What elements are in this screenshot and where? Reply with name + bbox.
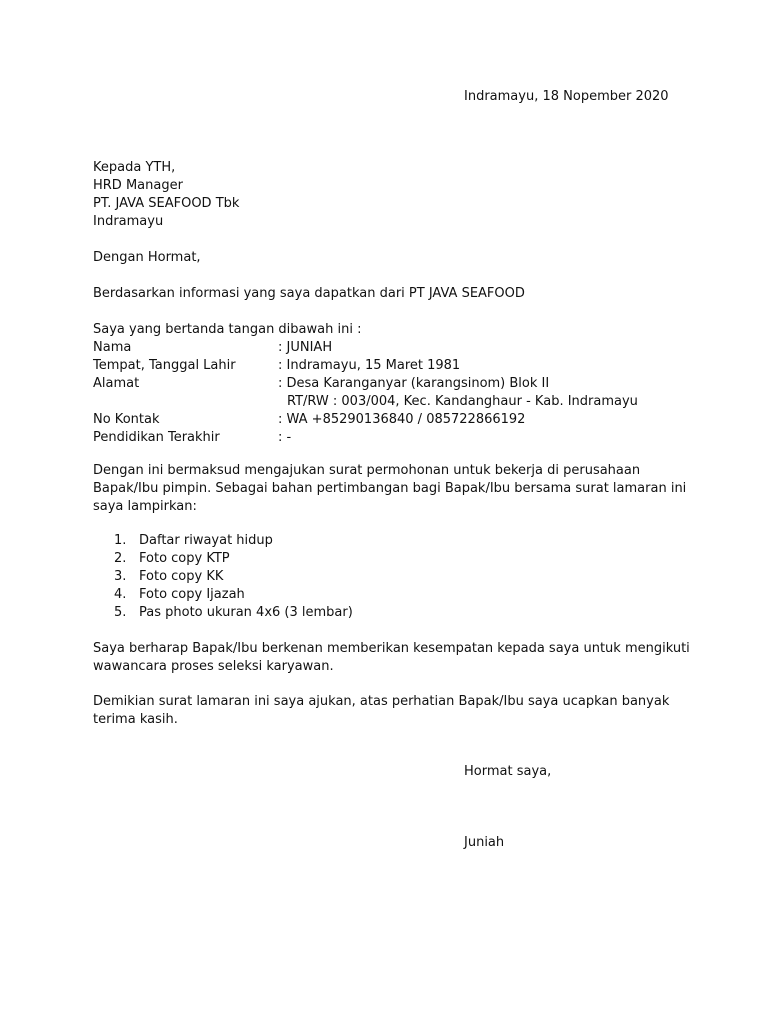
place-date: Indramayu, 18 Nopember 2020 [464, 89, 669, 104]
paragraph-line: Bapak/Ibu pimpin. Sebagai bahan pertimbangan bagi Bapak/Ibu bersama surat lamaran ini [93, 481, 687, 496]
attachment-text: Foto copy Ijazah [139, 587, 245, 602]
field-value: : Desa Karanganyar (karangsinom) Blok II [278, 376, 550, 391]
paragraph-line: terima kasih. [93, 712, 178, 727]
attachment-text: Foto copy KTP [139, 551, 230, 566]
info-source-line: Berdasarkan informasi yang saya dapatkan dari PT JAVA SEAFOOD [93, 286, 525, 301]
paragraph-line: Saya berharap Bapak/Ibu berkenan memberikan kesempatan kepada saya untuk mengikuti [93, 641, 690, 656]
field-value: : JUNIAH [278, 340, 333, 355]
paragraph-line: Demikian surat lamaran ini saya ajukan, atas perhatian Bapak/Ibu saya ucapkan banyak [93, 694, 670, 709]
attachment-text: Daftar riwayat hidup [139, 533, 273, 548]
field-label: No Kontak [93, 412, 160, 427]
field-label: Tempat, Tanggal Lahir [93, 358, 236, 373]
recipient-city: Indramayu [93, 214, 164, 229]
identity-intro: Saya yang bertanda tangan dibawah ini : [93, 322, 362, 337]
attachment-number: 3. [114, 569, 127, 584]
field-row-education [93, 429, 693, 447]
attachment-text: Pas photo ukuran 4x6 (3 lembar) [139, 605, 353, 620]
field-value: : WA +85290136840 / 085722866192 [278, 412, 526, 427]
attachment-number: 2. [114, 551, 127, 566]
attachment-number: 4. [114, 587, 127, 602]
field-value: RT/RW : 003/004, Kec. Kandanghaur - Kab. Indramayu [287, 394, 638, 409]
recipient-company: PT. JAVA SEAFOOD Tbk [93, 196, 240, 211]
paragraph-line: saya lampirkan: [93, 499, 197, 514]
field-label: Alamat [93, 376, 140, 391]
recipient-salutation: Kepada YTH, [93, 160, 176, 175]
field-row-address [93, 375, 693, 393]
field-row-address-cont [93, 393, 693, 411]
intent-paragraph [93, 462, 687, 516]
field-label: Nama [93, 340, 132, 355]
hope-paragraph [93, 640, 690, 676]
paragraph-line: Dengan ini bermaksud mengajukan surat permohonan untuk bekerja di perusahaan [93, 463, 641, 478]
attachment-text: Foto copy KK [139, 569, 224, 584]
paragraph-line: wawancara proses seleksi karyawan. [93, 659, 334, 674]
attachment-number: 5. [114, 605, 127, 620]
attachment-number: 1. [114, 533, 127, 548]
signature-name: Juniah [464, 835, 505, 850]
field-row-contact [93, 411, 693, 429]
greeting: Dengan Hormat, [93, 250, 201, 265]
field-row-birth [93, 357, 693, 375]
recipient-position: HRD Manager [93, 178, 183, 193]
recipient-block [93, 159, 239, 231]
identity-block [93, 321, 693, 447]
field-value: : - [278, 430, 292, 445]
field-value: : Indramayu, 15 Maret 1981 [278, 358, 461, 373]
field-row-name [93, 339, 693, 357]
signoff: Hormat saya, [464, 764, 552, 779]
field-label: Pendidikan Terakhir [93, 430, 220, 445]
closing-paragraph [93, 693, 683, 729]
